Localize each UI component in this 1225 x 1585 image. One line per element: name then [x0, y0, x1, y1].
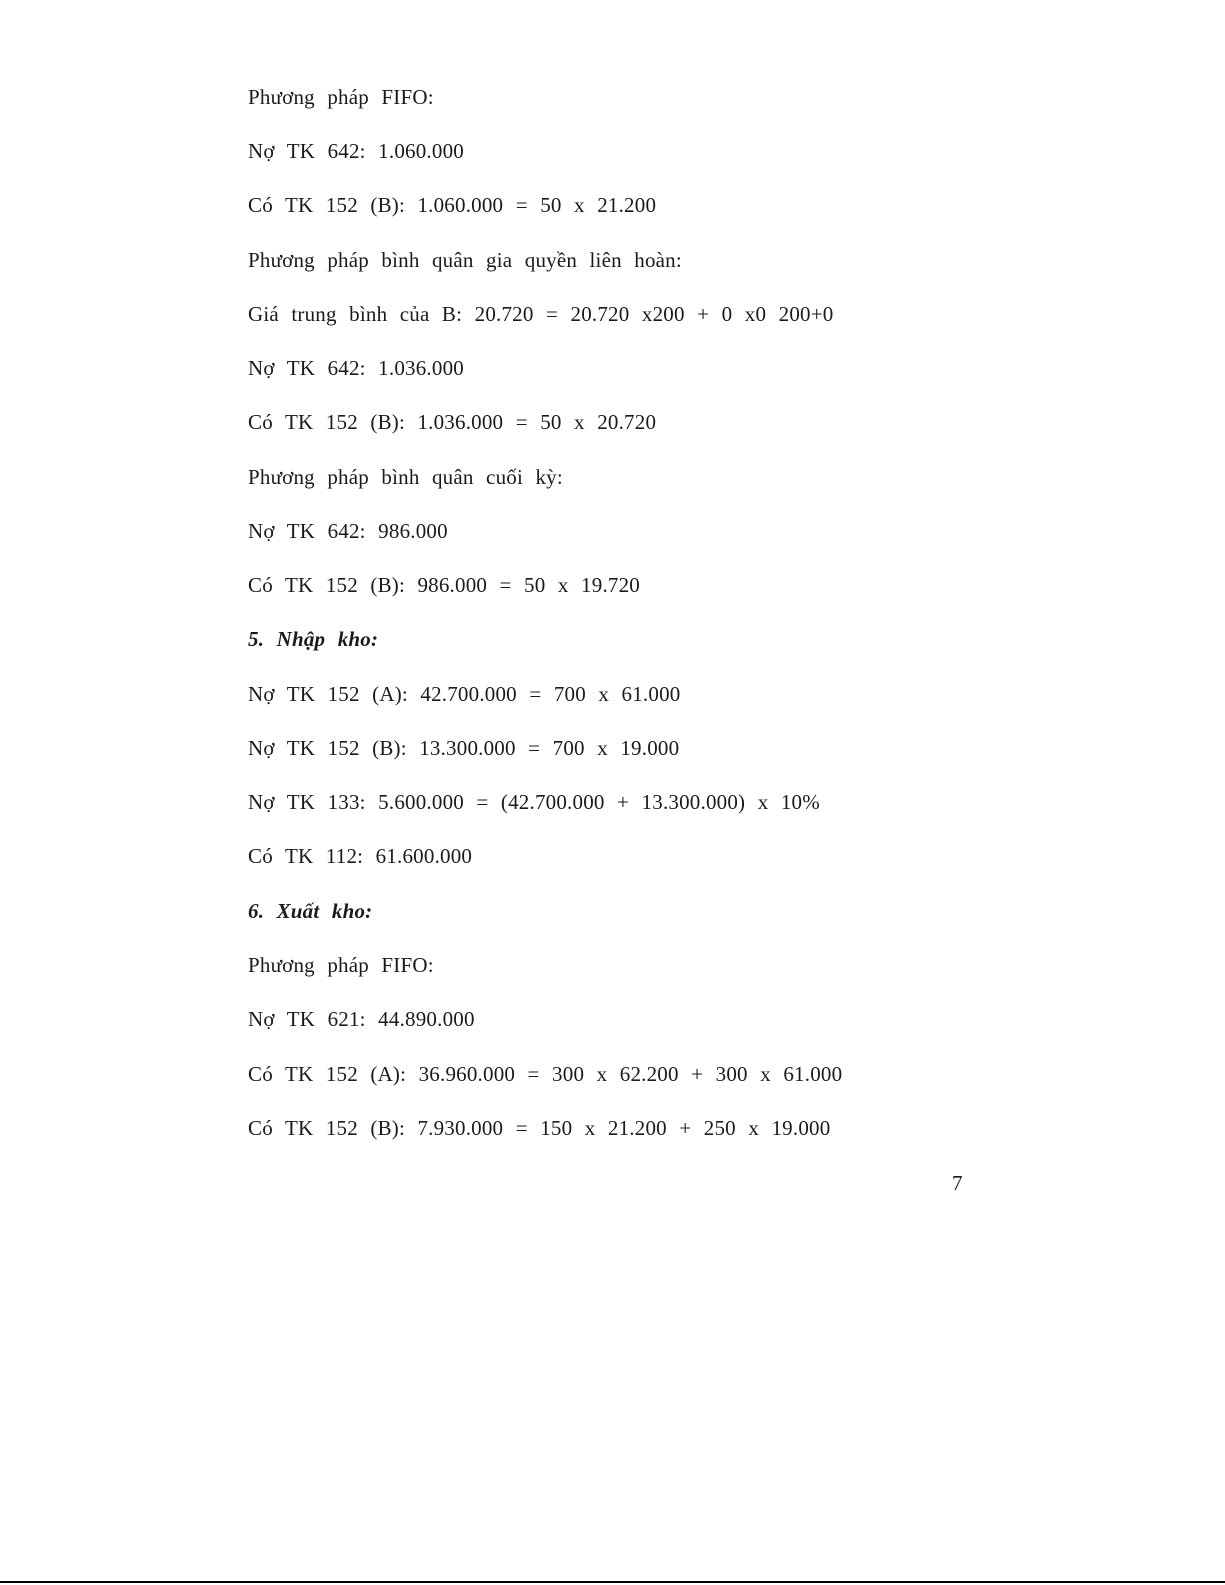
text-line-debit-152a-import: Nợ TK 152 (A): 42.700.000 = 700 x 61.000	[248, 682, 681, 706]
text-line-average-price-b: Giá trung bình của B: 20.720 = 20.720 x200 + 0 x0 200+0	[248, 302, 834, 326]
text-line-debit-621: Nợ TK 621: 44.890.000	[248, 1007, 475, 1031]
section-heading-export: 6. Xuất kho:	[248, 899, 373, 923]
text-line-credit-152b-period-end: Có TK 152 (B): 986.000 = 50 x 19.720	[248, 573, 640, 597]
page-number: 7	[952, 1171, 963, 1195]
text-line-debit-642-average: Nợ TK 642: 1.036.000	[248, 356, 464, 380]
text-line-fifo-method-1: Phương pháp FIFO:	[248, 85, 434, 109]
text-line-debit-152b-import: Nợ TK 152 (B): 13.300.000 = 700 x 19.000	[248, 736, 680, 760]
text-line-credit-152b-export: Có TK 152 (B): 7.930.000 = 150 x 21.200 + 250 x 19.000	[248, 1116, 831, 1140]
text-line-credit-152a-export: Có TK 152 (A): 36.960.000 = 300 x 62.200 + 300 x 61.000	[248, 1062, 843, 1086]
text-line-credit-152b: Có TK 152 (B): 1.060.000 = 50 x 21.200	[248, 193, 657, 217]
text-line-credit-112: Có TK 112: 61.600.000	[248, 844, 473, 868]
text-line-fifo-method-2: Phương pháp FIFO:	[248, 953, 434, 977]
page-bottom-border	[0, 1581, 1225, 1583]
text-line-debit-642-period-end: Nợ TK 642: 986.000	[248, 519, 448, 543]
text-line-debit-133-vat: Nợ TK 133: 5.600.000 = (42.700.000 + 13.300.000) x 10%	[248, 790, 820, 814]
section-heading-import: 5. Nhập kho:	[248, 627, 379, 651]
text-line-period-end-average-method: Phương pháp bình quân cuối kỳ:	[248, 465, 563, 489]
text-line-debit-642: Nợ TK 642: 1.060.000	[248, 139, 464, 163]
text-line-weighted-average-method: Phương pháp bình quân gia quyền liên hoàn:	[248, 248, 682, 272]
text-line-credit-152b-average: Có TK 152 (B): 1.036.000 = 50 x 20.720	[248, 410, 657, 434]
